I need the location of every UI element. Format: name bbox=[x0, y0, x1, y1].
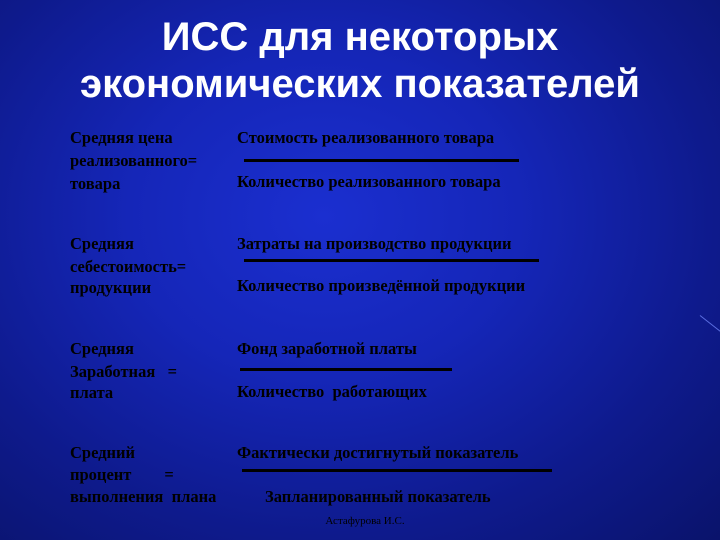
formula-denominator: Запланированный показатель bbox=[265, 487, 491, 506]
fraction-bar bbox=[244, 259, 539, 262]
formula-numerator: Фонд заработной платы bbox=[237, 339, 417, 358]
formula-label-line: выполнения плана bbox=[70, 487, 217, 506]
formula-denominator: Количество произведённой продукции bbox=[237, 276, 526, 295]
title-line-2: экономических показателей bbox=[80, 62, 640, 106]
formula-label-line: Средний bbox=[70, 443, 136, 462]
fraction-bar bbox=[240, 368, 452, 371]
formula-numerator: Стоимость реализованного товара bbox=[237, 128, 495, 147]
formula-label-line: процент = bbox=[70, 465, 174, 484]
formula-label-line: Средняя bbox=[70, 339, 134, 358]
formula-label-line: товара bbox=[70, 174, 121, 193]
formula-label-line: Средняя цена bbox=[70, 128, 173, 147]
formula-label-line: плата bbox=[70, 383, 114, 402]
title-line-1: ИСС для некоторых bbox=[161, 15, 559, 59]
decorative-line bbox=[700, 315, 720, 340]
formula-label-line: себестоимость= bbox=[70, 257, 187, 276]
formula-label-line: Средняя bbox=[70, 234, 134, 253]
fraction-bar bbox=[244, 159, 519, 162]
formula-numerator: Затраты на производство продукции bbox=[237, 234, 512, 253]
formula-label-line: реализованного= bbox=[70, 151, 198, 170]
formula-label-line: Заработная = bbox=[70, 362, 178, 381]
formula-label-line: продукции bbox=[70, 278, 152, 297]
formula-denominator: Количество реализованного товара bbox=[237, 172, 501, 191]
author-footer: Астафурова И.С. bbox=[325, 515, 405, 527]
fraction-bar bbox=[242, 469, 552, 472]
formula-numerator: Фактически достигнутый показатель bbox=[237, 443, 519, 462]
formula-denominator: Количество работающих bbox=[237, 382, 427, 401]
